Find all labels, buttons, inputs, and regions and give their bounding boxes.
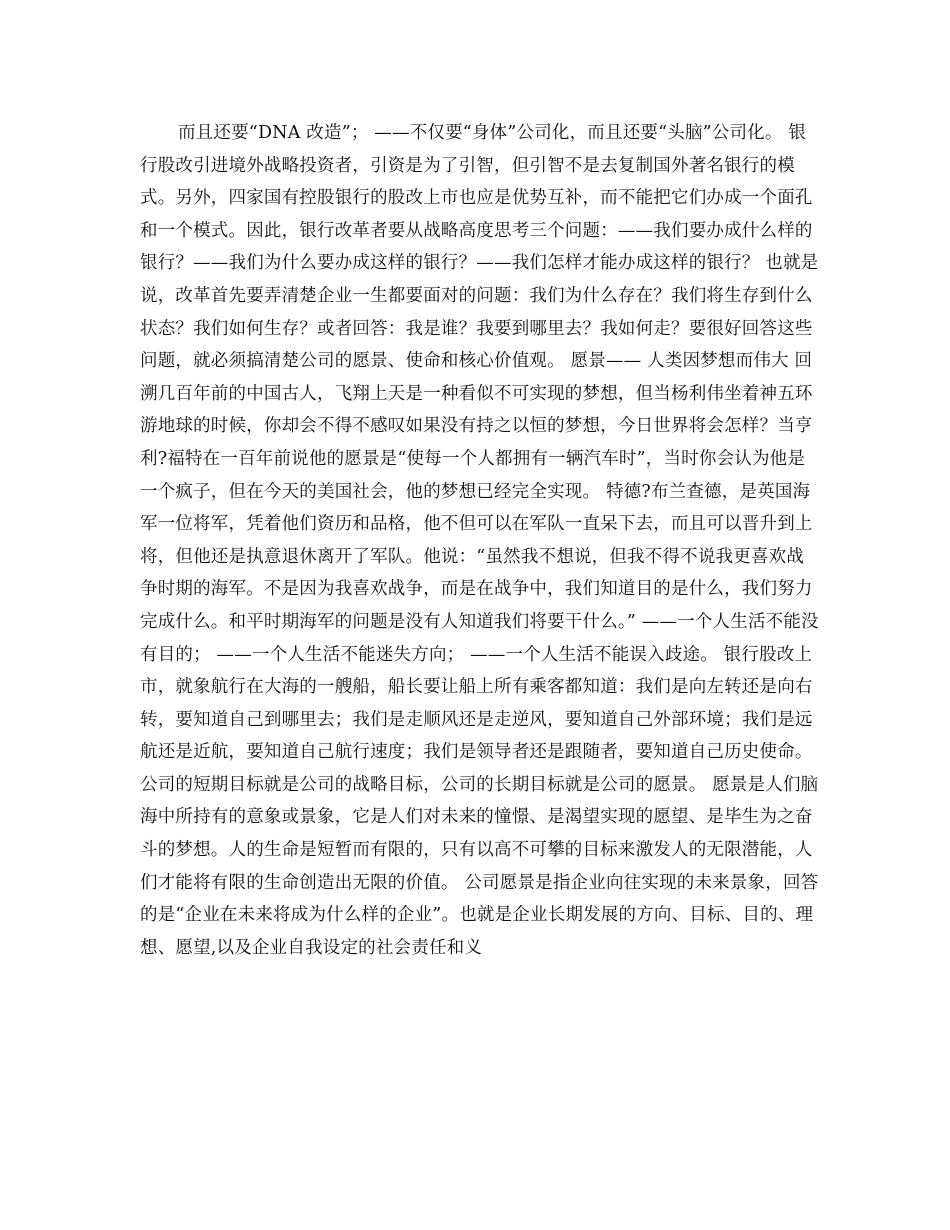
body-paragraph: 而且还要“DNA 改造”； ——不仅要“身体”公司化，而且还要“头脑”公司化。 银行股改引进境外战略投资者，引资是为了引智，但引智不是去复制国外著名银行的模式。另外，四家国有控股银行的股改上市也应是优势互补，而不能把它们办成一个面孔和一个模式。因此，银行改革者要从战略高度思考三个问题：——我们要办成什么样的银行？——我们为什么要办成这样的银行？——我们怎样才能办成这样的银行？ 也就是说，改革首先要弄清楚企业一生都要面对的问题：我们为什么存在？我们将生存到什么状态？我们如何生存？或者回答：我是谁？我要到哪里去？我如何走？要很好回答这些问题，就必须搞清楚公司的愿景、使命和核心价值观。 愿景—— 人类因梦想而伟大 回溯几百年前的中国古人，飞翔上天是一种看似不可实现的梦想，但当杨利伟坐着神五环游地球的时候，你却会不得不感叹如果没有持之以恒的梦想，今日世界将会怎样？当亨利?福特在一百年前说他的愿景是“使每一个人都拥有一辆汽车时”，当时你会认为他是一个疯子，但在今天的美国社会，他的梦想已经完全实现。 特德?布兰查德，是英国海军一位将军，凭着他们资历和品格，他不但可以在军队一直呆下去，而且可以晋升到上将，但他还是执意退休离开了军队。他说：“虽然我不想说，但我不得不说我更喜欢战争时期的海军。不是因为我喜欢战争，而是在战争中，我们知道目的是什么，我们努力完成什么。和平时期海军的问题是没有人知道我们将要干什么。” ——一个人生活不能没有目的； ——一个人生活不能迷失方向； ——一个人生活不能误入歧途。 银行股改上市，就象航行在大海的一艘船，船长要让船上所有乘客都知道：我们是向左转还是向右转，要知道自己到哪里去；我们是走顺风还是走逆风，要知道自己外部环境；我们是远航还是近航，要知道自己航行速度；我们是领导者还是跟随者，要知道自己历史使命。 公司的短期目标就是公司的战略目标，公司的长期目标就是公司的愿景。 愿景是人们脑海中所持有的意象或景象，它是人们对未来的憧憬、是渴望实现的愿望、是毕生为之奋斗的梦想。人的生命是短暂而有限的，只有以高不可攀的目标来激发人的无限潜能，人们才能将有限的生命创造出无限的价值。 公司愿景是指企业向往实现的未来景象，回答的是“企业在未来将成为什么样的企业”。也就是企业长期发展的方向、目标、目的、理想、愿望,以及企业自我设定的社会责任和义 <box>140 123 819 958</box>
